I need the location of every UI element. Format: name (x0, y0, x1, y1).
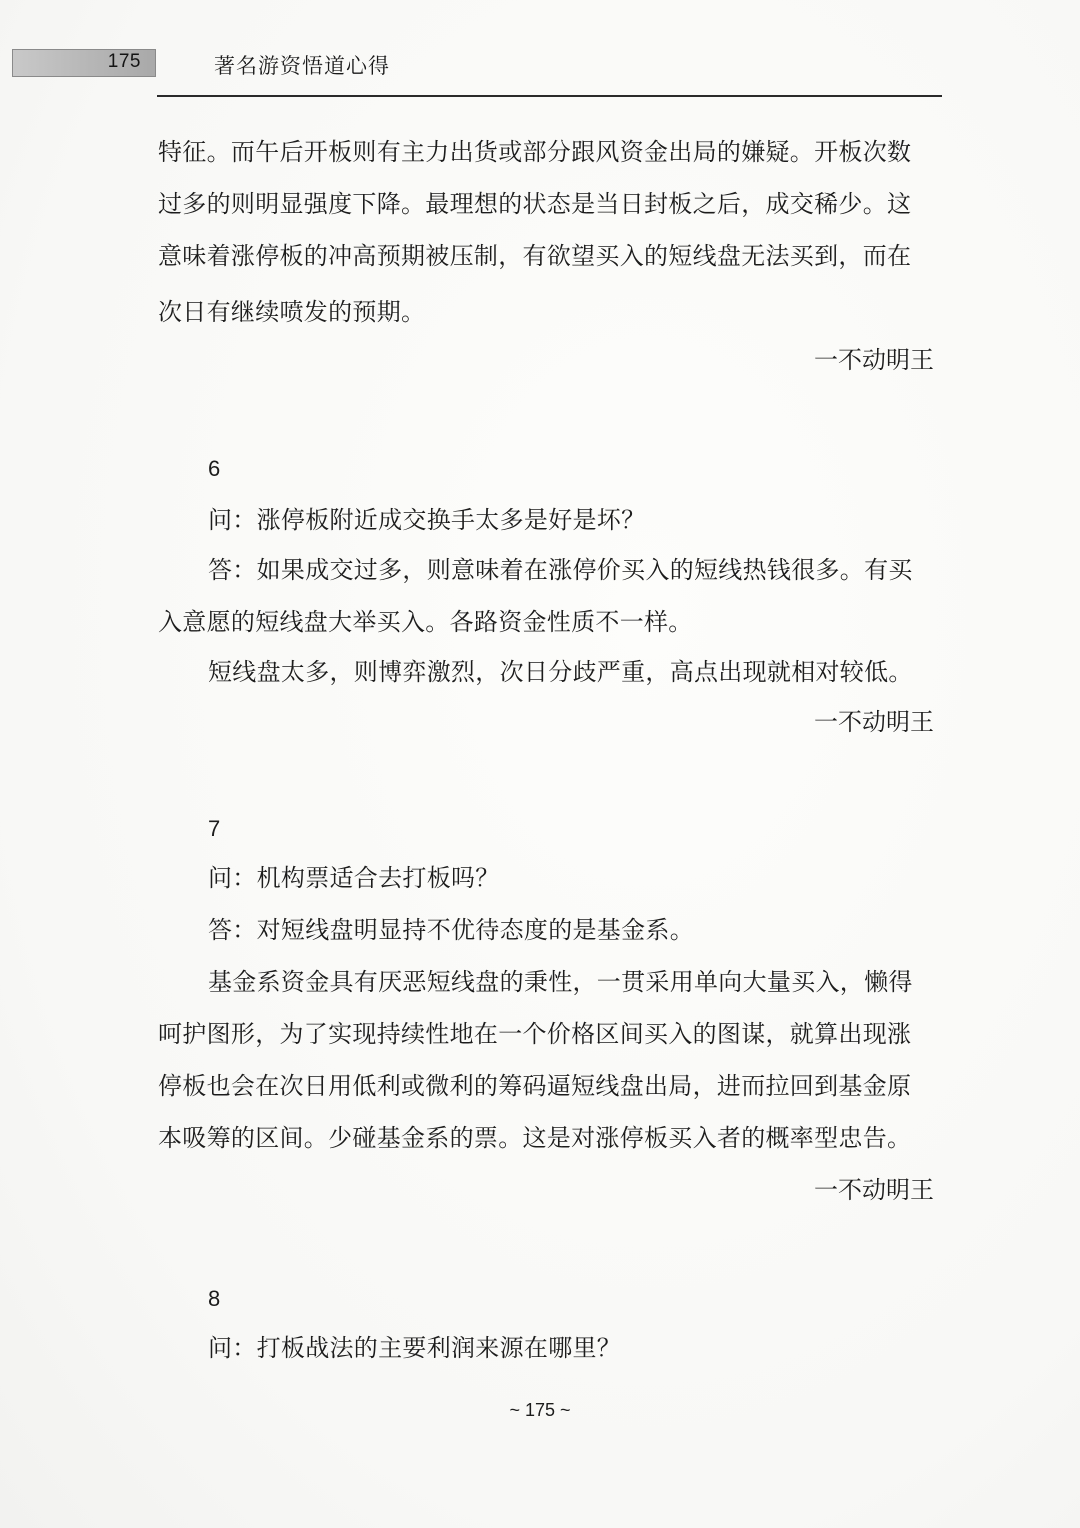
signature: 一不动明王 (814, 708, 934, 736)
paragraph-line: 基金系资金具有厌恶短线盘的秉性，一贯采用单向大量买入，懒得 (208, 968, 913, 996)
paragraph-line: 意味着涨停板的冲高预期被压制，有欲望买入的短线盘无法买到，而在 (158, 242, 912, 270)
answer-line: 答：如果成交过多，则意味着在涨停价买入的短线热钱很多。有买 (208, 556, 913, 584)
paragraph-line: 呵护图形，为了实现持续性地在一个价格区间买入的图谋，就算出现涨 (158, 1020, 912, 1048)
header-page-tab (12, 49, 156, 77)
signature: 一不动明王 (814, 1176, 934, 1204)
question-line: 问：机构票适合去打板吗？ (208, 864, 500, 892)
header-divider (157, 95, 942, 97)
question-line: 问：打板战法的主要利润来源在哪里？ (208, 1334, 622, 1362)
paragraph-line: 特征。而午后开板则有主力出货或部分跟风资金出局的嫌疑。开板次数 (158, 138, 912, 166)
paragraph-line: 次日有继续喷发的预期。 (158, 298, 426, 326)
section-number: 6 (208, 456, 221, 481)
paragraph-line: 本吸筹的区间。少碰基金系的票。这是对涨停板买入者的概率型忠告。 (158, 1124, 912, 1152)
paragraph-line: 过多的则明显强度下降。最理想的状态是当日封板之后，成交稀少。这 (158, 190, 912, 218)
question-line: 问：涨停板附近成交换手太多是好是坏？ (208, 506, 646, 534)
section-number: 8 (208, 1286, 221, 1311)
header-page-number: 175 (107, 51, 141, 72)
paragraph-line: 停板也会在次日用低利或微利的筹码逼短线盘出局，进而拉回到基金原 (158, 1072, 912, 1100)
signature: 一不动明王 (814, 346, 934, 374)
paragraph-line: 短线盘太多，则博弈激烈，次日分歧严重，高点出现就相对较低。 (208, 658, 913, 686)
answer-line: 入意愿的短线盘大举买入。各路资金性质不一样。 (158, 608, 693, 636)
footer-page-number: ~ 175 ~ (509, 1400, 571, 1420)
answer-line: 答：对短线盘明显持不优待态度的是基金系。 (208, 916, 694, 944)
section-number: 7 (208, 816, 221, 841)
header-book-title: 著名游资悟道心得 (214, 54, 390, 78)
